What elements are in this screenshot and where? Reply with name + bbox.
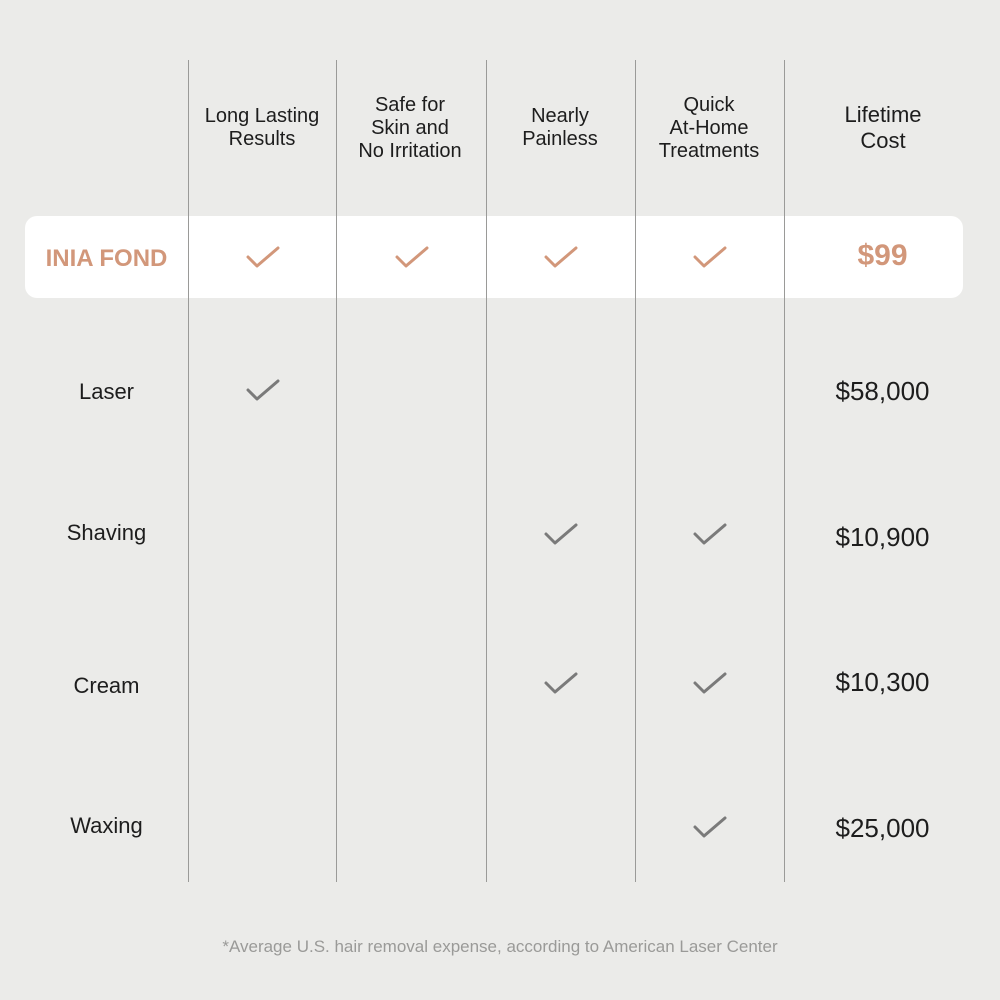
column-header-lifetime-cost: Lifetime Cost: [844, 102, 922, 153]
check-icon: [543, 521, 579, 549]
cost-inia-fond: $99: [857, 239, 908, 272]
row-label-waxing: Waxing: [70, 813, 143, 838]
cost-laser: $58,000: [835, 375, 930, 406]
column-divider: [336, 60, 337, 882]
column-header-quick-at-home: Quick At-Home Treatments: [658, 93, 760, 162]
cost-shaving: $10,900: [835, 521, 930, 552]
column-divider: [188, 60, 189, 882]
check-icon: [692, 521, 728, 549]
column-header-nearly-painless: Nearly Painless: [522, 105, 598, 150]
check-icon: [692, 670, 728, 698]
check-icon: [245, 244, 281, 272]
check-icon: [692, 244, 728, 272]
check-icon: [394, 244, 430, 272]
check-icon: [543, 670, 579, 698]
check-icon: [245, 377, 281, 405]
column-divider: [635, 60, 636, 882]
column-header-long-lasting-results: Long Lasting Results: [204, 105, 320, 150]
column-divider: [486, 60, 487, 882]
cost-waxing: $25,000: [835, 812, 930, 843]
row-label-shaving: Shaving: [66, 520, 147, 545]
footnote: *Average U.S. hair removal expense, according to American Laser Center: [222, 937, 778, 956]
column-divider: [784, 60, 785, 882]
check-icon: [543, 244, 579, 272]
row-label-laser: Laser: [78, 379, 135, 404]
cost-cream: $10,300: [835, 666, 930, 697]
row-label-inia-fond: INIA FOND: [45, 245, 168, 272]
check-icon: [692, 814, 728, 842]
row-label-cream: Cream: [73, 673, 140, 698]
column-header-safe-for-skin: Safe for Skin and No Irritation: [358, 93, 462, 162]
